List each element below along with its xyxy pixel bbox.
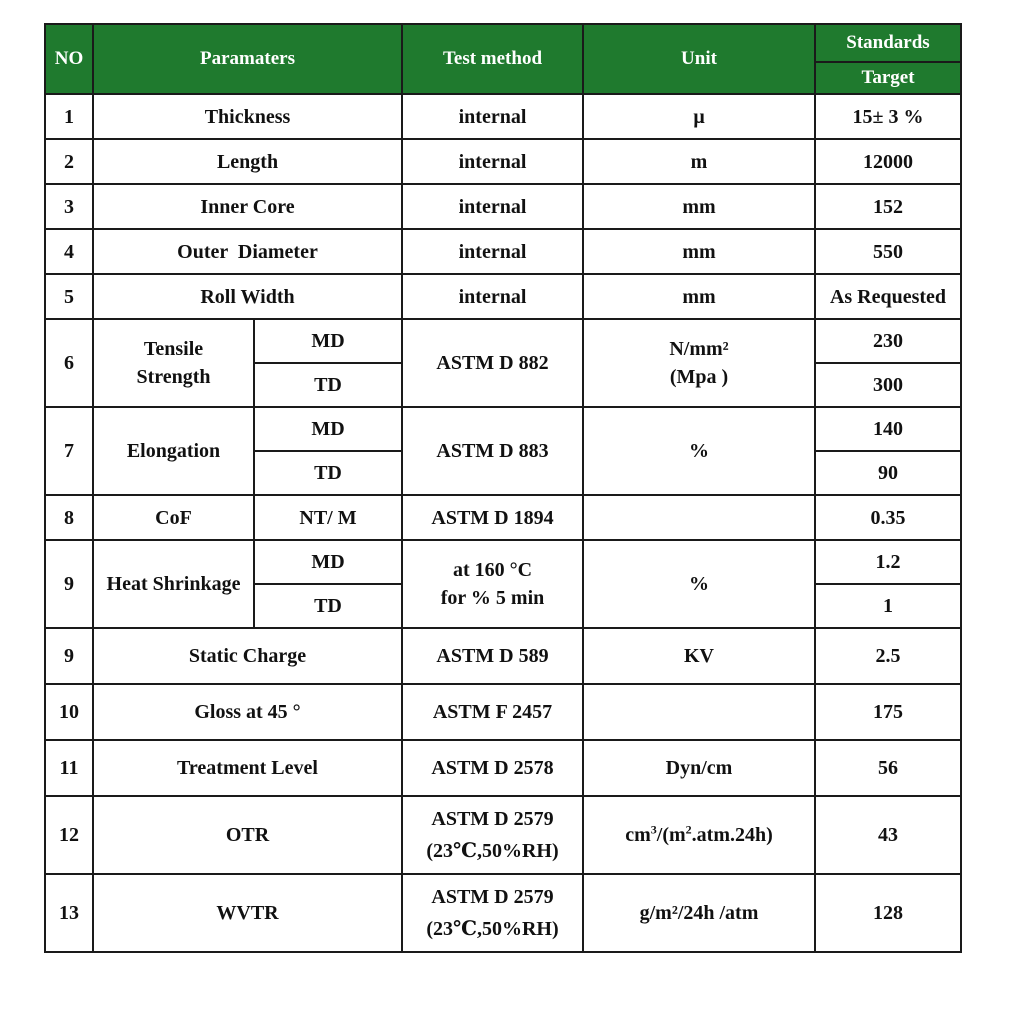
table-row [45, 139, 961, 184]
row-parameter: Elongation [93, 407, 254, 495]
row-unit: mm [583, 229, 815, 274]
table-row [45, 274, 961, 319]
row-test-method: ASTM D 883 [402, 407, 583, 495]
table-row [45, 407, 961, 451]
row-parameter: Inner Core [93, 184, 402, 229]
row-no: 5 [45, 274, 93, 319]
row-unit: g/m²/24h /atm [583, 874, 815, 952]
row-test-method: internal [402, 184, 583, 229]
row-test-method: ASTM D 589 [402, 628, 583, 684]
unit-part: .atm.24h) [691, 824, 773, 846]
row-unit: mm [583, 274, 815, 319]
row-parameter: WVTR [93, 874, 402, 952]
row-test-method [402, 796, 583, 874]
row-target: 550 [815, 229, 961, 274]
unit-part: /(m [656, 824, 686, 846]
row-sub-parameter: MD [254, 540, 402, 584]
row-sub-parameter: TD [254, 451, 402, 495]
row-target: 12000 [815, 139, 961, 184]
row-no: 1 [45, 94, 93, 139]
row-target: 90 [815, 451, 961, 495]
row-test-method: ASTM D 1894 [402, 495, 583, 540]
row-parameter: Treatment Level [93, 740, 402, 796]
row-test-method: internal [402, 94, 583, 139]
row-sub-parameter: MD [254, 407, 402, 451]
row-sub-parameter: NT/ M [254, 495, 402, 540]
table-row [45, 184, 961, 229]
row-unit: μ [583, 94, 815, 139]
row-method-line: (23℃,50%RH) [426, 840, 559, 862]
row-method-line: ASTM D 2579 [431, 886, 554, 908]
row-parameter: Roll Width [93, 274, 402, 319]
row-no: 12 [45, 796, 93, 874]
row-test-method: ASTM D 882 [402, 319, 583, 407]
row-sub-parameter: TD [254, 584, 402, 628]
row-parameter [93, 319, 254, 407]
row-method-line: at 160 °C [452, 559, 533, 581]
row-target: 56 [815, 740, 961, 796]
row-test-method: internal [402, 139, 583, 184]
row-target: 175 [815, 684, 961, 740]
row-test-method [402, 540, 583, 628]
unit-superscript: 3 [650, 822, 657, 837]
row-target: 128 [815, 874, 961, 952]
row-unit [583, 319, 815, 407]
row-unit: mm [583, 184, 815, 229]
row-unit: Dyn/cm [583, 740, 815, 796]
row-parameter: OTR [93, 796, 402, 874]
table-header-row [45, 24, 961, 62]
row-parameter: Thickness [93, 94, 402, 139]
row-target: 2.5 [815, 628, 961, 684]
row-sub-parameter: TD [254, 363, 402, 407]
row-no: 2 [45, 139, 93, 184]
header-test-method: Test method [402, 24, 583, 94]
unit-part: cm [625, 824, 651, 846]
table-row [45, 796, 961, 874]
row-no: 9 [45, 628, 93, 684]
row-unit: m [583, 139, 815, 184]
row-no: 9 [45, 540, 93, 628]
row-target: 140 [815, 407, 961, 451]
row-unit [583, 495, 815, 540]
row-no: 3 [45, 184, 93, 229]
row-parameter: Length [93, 139, 402, 184]
row-unit [583, 684, 815, 740]
row-sub-parameter: MD [254, 319, 402, 363]
header-unit: Unit [583, 24, 815, 94]
row-parameter: CoF [93, 495, 254, 540]
row-target: 43 [815, 796, 961, 874]
row-parameter: Static Charge [93, 628, 402, 684]
table-row [45, 229, 961, 274]
unit-superscript: 2 [685, 822, 692, 837]
row-parameter: Gloss at 45 ° [93, 684, 402, 740]
row-target: 15± 3 % [815, 94, 961, 139]
row-parameter-line: Strength [136, 366, 211, 388]
row-unit-line: N/mm² [669, 338, 729, 360]
table-row [45, 319, 961, 363]
header-target: Target [815, 62, 961, 94]
table-row [45, 684, 961, 740]
header-no: NO [45, 24, 93, 94]
header-parameters: Paramaters [93, 24, 402, 94]
row-test-method: internal [402, 274, 583, 319]
row-parameter: Heat Shrinkage [93, 540, 254, 628]
row-method-line: ASTM D 2579 [431, 808, 554, 830]
header-standards: Standards [815, 24, 961, 62]
row-target: 300 [815, 363, 961, 407]
row-no: 7 [45, 407, 93, 495]
row-test-method: ASTM D 2578 [402, 740, 583, 796]
row-no: 11 [45, 740, 93, 796]
row-unit: KV [583, 628, 815, 684]
row-unit-line: (Mpa ) [669, 366, 729, 388]
row-parameter: Outer Diameter [93, 229, 402, 274]
table-row [45, 874, 961, 952]
row-no: 4 [45, 229, 93, 274]
row-method-line: (23℃,50%RH) [426, 918, 559, 940]
table-row [45, 740, 961, 796]
row-target: 230 [815, 319, 961, 363]
row-test-method: internal [402, 229, 583, 274]
row-target: 1.2 [815, 540, 961, 584]
row-no: 8 [45, 495, 93, 540]
table-row [45, 495, 961, 540]
row-target: 1 [815, 584, 961, 628]
row-no: 10 [45, 684, 93, 740]
row-target: 0.35 [815, 495, 961, 540]
row-target: 152 [815, 184, 961, 229]
row-no: 6 [45, 319, 93, 407]
specification-table [44, 23, 962, 953]
row-test-method: ASTM F 2457 [402, 684, 583, 740]
row-unit: % [583, 540, 815, 628]
row-no: 13 [45, 874, 93, 952]
table-row [45, 94, 961, 139]
row-test-method [402, 874, 583, 952]
row-method-line: for % 5 min [440, 587, 545, 609]
row-unit [583, 796, 815, 874]
row-unit: % [583, 407, 815, 495]
table-row [45, 628, 961, 684]
row-parameter-line: Tensile [143, 338, 204, 360]
row-target: As Requested [815, 274, 961, 319]
table-row [45, 540, 961, 584]
